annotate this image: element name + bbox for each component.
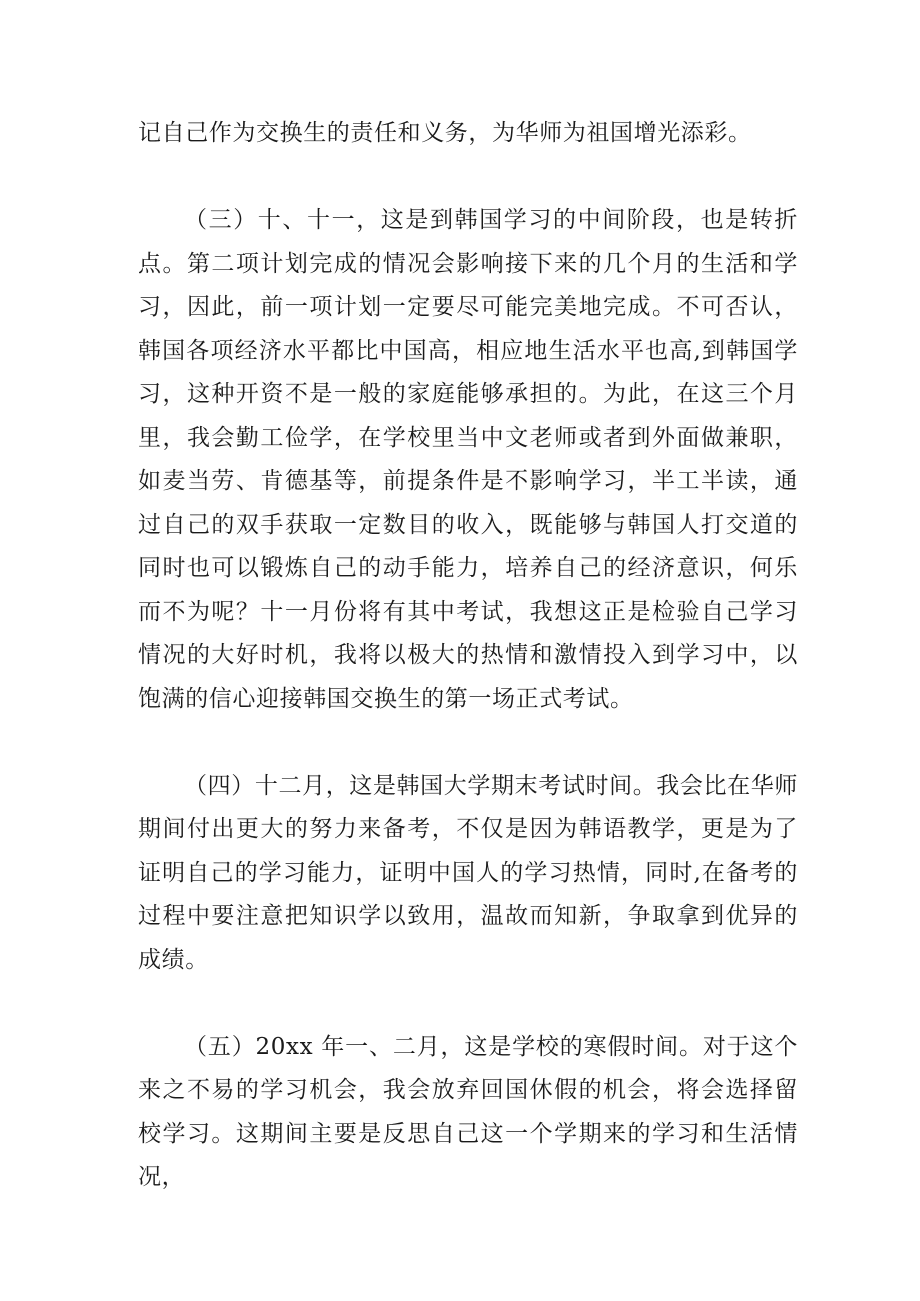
paragraph-section-4: （四）十二月，这是韩国大学期末考试时间。我会比在华师期间付出更大的努力来备考，不仅是因为韩语教学，更是为了证明自己的学习能力，证明中国人的学习热情，同时,在备考的过程中要注意把知识学以致用，温故而知新，争取拿到优异的成绩。 bbox=[138, 772, 798, 973]
paragraph-continuation: 记自己作为交换生的责任和义务，为华师为祖国增光添彩。 bbox=[138, 120, 752, 146]
document-body bbox=[138, 112, 798, 1243]
paragraph-section-5: （五）20xx 年一、二月，这是学校的寒假时间。对于这个来之不易的学习机会，我会放弃回国休假的机会，将会选择留校学习。这期间主要是反思自己这一个学期来的学习和生活情况， bbox=[138, 1033, 798, 1190]
paragraph-section-3: （三）十、十一，这是到韩国学习的中间阶段，也是转折点。第二项计划完成的情况会影响接下来的几个月的生活和学习，因此，前一项计划一定要尽可能完美地完成。不可否认，韩国各项经济水平都比中国高，相应地生活水平也高,到韩国学习，这种开资不是一般的家庭能够承担的。为此，在这三个月里，我会勤工俭学，在学校里当中文老师或者到外面做兼职，如麦当劳、肯德基等，前提条件是不影响学习，半工半读，通过自己的双手获取一定数目的收入，既能够与韩国人打交道的同时也可以锻炼自己的动手能力，培养自己的经济意识，何乐而不为呢？十一月份将有其中考试，我想这正是检验自己学习情况的大好时机，我将以极大的热情和激情投入到学习中，以饱满的信心迎接韩国交换生的第一场正式考试。 bbox=[138, 207, 798, 712]
